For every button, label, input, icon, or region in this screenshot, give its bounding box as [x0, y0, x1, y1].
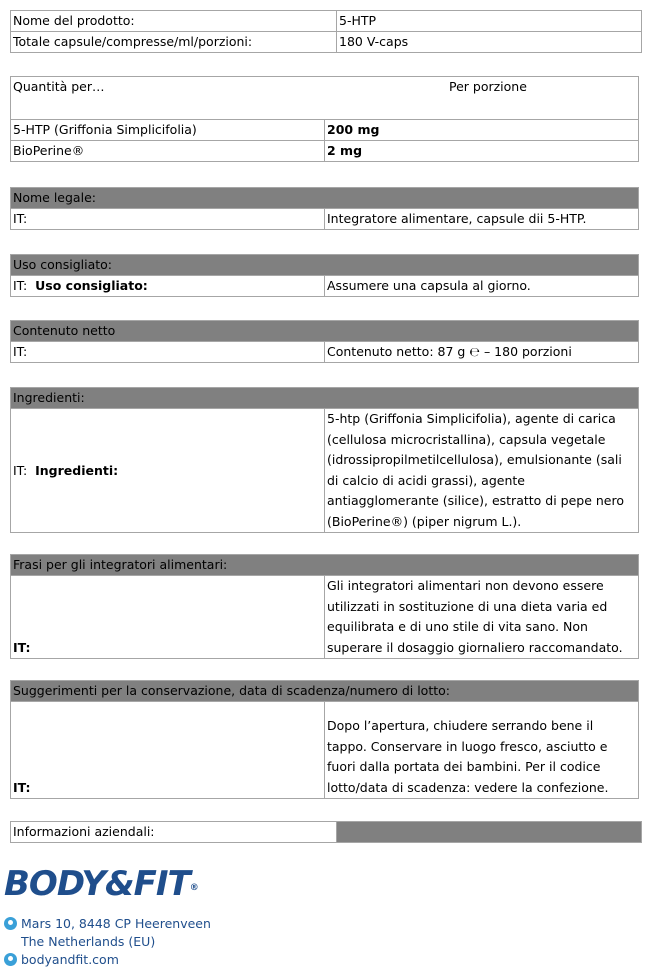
usage-lang-cell	[11, 276, 325, 297]
product-name-value: 5-HTP	[337, 11, 642, 32]
website-link[interactable]: bodyandfit.com	[21, 952, 119, 967]
company-address	[4, 915, 211, 969]
ingredients-header: Ingredienti:	[11, 388, 639, 409]
address-line-1: Mars 10, 8448 CP Heerenveen	[21, 916, 211, 931]
phrases-table	[10, 554, 639, 659]
usage-table	[10, 254, 639, 297]
net-content-lang: IT:	[11, 342, 325, 363]
table-row	[11, 11, 642, 32]
quantity-header	[11, 77, 639, 120]
table-row	[11, 388, 639, 409]
table-row	[11, 576, 639, 659]
table-row	[11, 188, 639, 209]
quantity-header-left: Quantità per…	[13, 79, 105, 94]
legal-name-value: Integratore alimentare, capsule dii 5-HTP.	[325, 209, 639, 230]
usage-header: Uso consigliato:	[11, 255, 639, 276]
total-capsules-label: Totale capsule/compresse/ml/porzioni:	[11, 32, 337, 53]
ingredient-bioperine-label: BioPerine®	[11, 141, 325, 162]
storage-value: Dopo l’apertura, chiudere serrando bene il tappo. Conservare in luogo fresco, asciutto e fuori dalla portata dei bambini. Per il codice lotto/data di scadenza: vedere la confezione.	[325, 702, 639, 799]
storage-header: Suggerimenti per la conservazione, data di scadenza/numero di lotto:	[11, 681, 639, 702]
phrases-value: Gli integratori alimentari non devono essere utilizzati in sostituzione di una dieta varia ed equilibrata e di uno stile di vita sano. Non superare il dosaggio giornaliero raccomandato.	[325, 576, 639, 659]
quantity-table	[10, 76, 639, 162]
table-row	[11, 141, 639, 162]
table-row	[11, 321, 639, 342]
ingredients-lang: IT:	[13, 462, 28, 478]
legal-name-lang: IT:	[11, 209, 325, 230]
table-row	[11, 702, 639, 799]
globe-icon	[4, 953, 17, 966]
usage-label: Uso consigliato:	[35, 278, 148, 293]
storage-table	[10, 680, 639, 799]
ingredients-value: 5-htp (Griffonia Simplicifolia), agente di carica (cellulosa microcristallina), capsula vegetale (idrossipropilmetilcellulosa), emulsionante (sali di calcio di acidi grassi), agente antiagglomerante (silice), estratto di pepe nero (BioPerine®) (piper nigrum L.).	[325, 409, 639, 533]
net-content-table	[10, 320, 639, 363]
brand-logo	[4, 864, 198, 904]
storage-lang: IT:	[11, 702, 325, 799]
total-capsules-value: 180 V-caps	[337, 32, 642, 53]
legal-name-header: Nome legale:	[11, 188, 639, 209]
logo-registered-mark: ®	[189, 883, 198, 893]
ingredients-lang-cell	[11, 409, 325, 533]
ingredient-bioperine-value: 2 mg	[325, 141, 639, 162]
table-row	[11, 276, 639, 297]
ingredients-table	[10, 387, 639, 533]
table-row	[11, 555, 639, 576]
logo-text: BODY&FIT	[4, 864, 190, 904]
phrases-lang: IT:	[11, 576, 325, 659]
table-row	[11, 822, 642, 843]
net-content-value: Contenuto netto: 87 g ℮ – 180 porzioni	[325, 342, 639, 363]
quantity-header-right: Per porzione	[449, 79, 527, 94]
usage-lang: IT:	[13, 278, 28, 293]
product-table	[10, 10, 642, 53]
table-row	[11, 32, 642, 53]
table-row	[11, 255, 639, 276]
legal-name-table	[10, 187, 639, 230]
ingredient-5htp-label: 5-HTP (Griffonia Simplicifolia)	[11, 120, 325, 141]
table-row	[11, 77, 639, 120]
net-content-header: Contenuto netto	[11, 321, 639, 342]
ingredients-label: Ingredienti:	[35, 462, 119, 478]
address-line-2: The Netherlands (EU)	[21, 934, 156, 949]
product-name-label: Nome del prodotto:	[11, 11, 337, 32]
table-row	[11, 342, 639, 363]
company-label: Informazioni aziendali:	[11, 822, 337, 843]
ingredient-5htp-value: 200 mg	[325, 120, 639, 141]
table-row	[11, 681, 639, 702]
table-row	[11, 409, 639, 533]
table-row	[11, 209, 639, 230]
table-row	[11, 120, 639, 141]
usage-value: Assumere una capsula al giorno.	[325, 276, 639, 297]
phrases-header: Frasi per gli integratori alimentari:	[11, 555, 639, 576]
location-pin-icon	[4, 917, 17, 930]
company-value	[337, 822, 642, 843]
company-table	[10, 821, 642, 843]
